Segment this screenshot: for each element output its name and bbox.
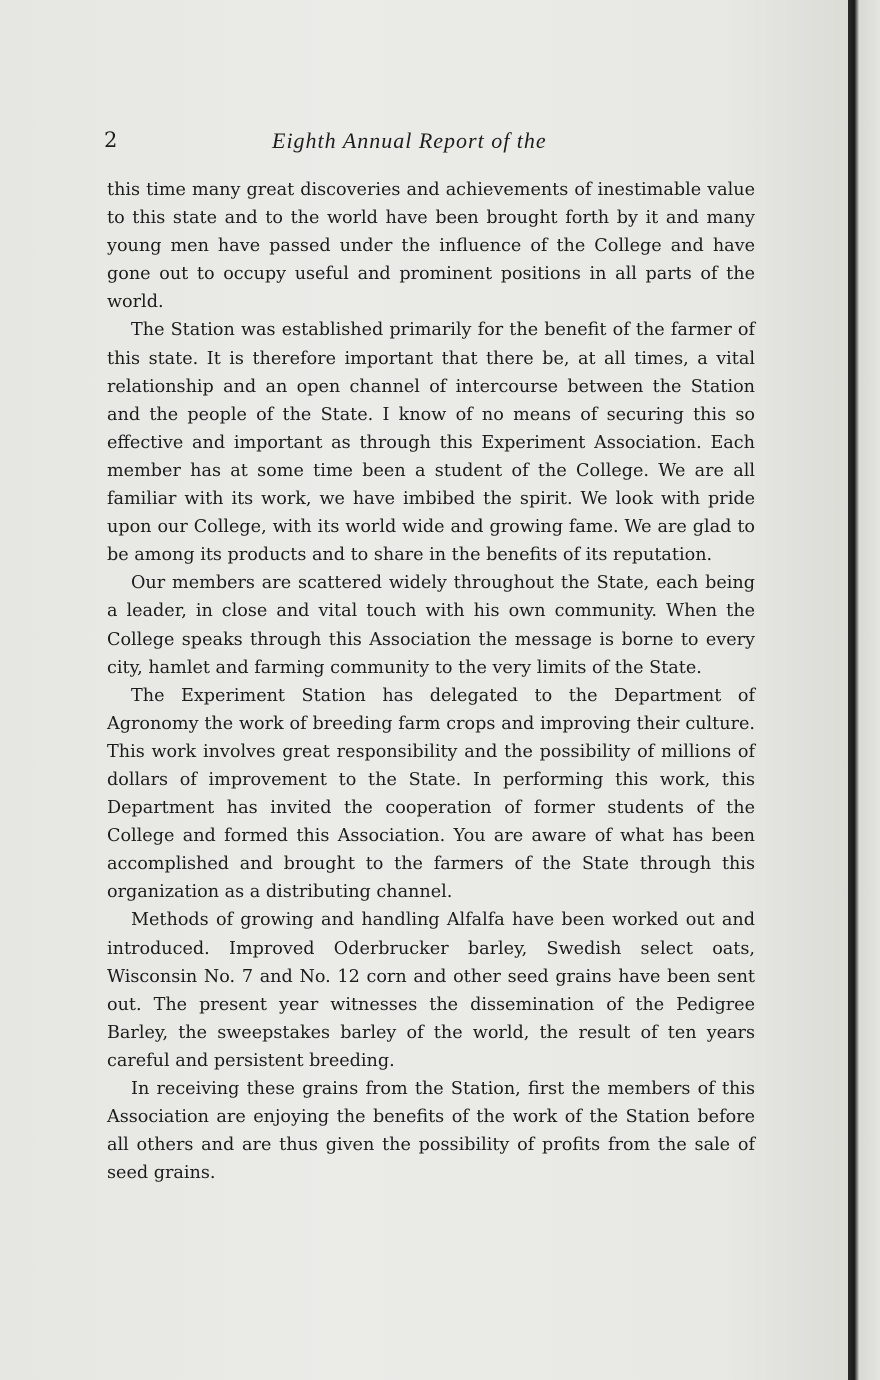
running-title: Eighth Annual Report of the: [272, 128, 547, 153]
paragraph-receiving-grains: In receiving these grains from the Station, first the members of this Association are enjoying the benefits of the work of the Station before all others and are thus given the possibility of profits from the sale of seed grains.: [107, 1079, 755, 1184]
paragraph-members: Our members are scattered widely throughout the State, each being a leader, in close and vital touch with his own community. When the College speaks through this Association the message is borne to every city, hamlet and farming community to the very limits of the State.: [107, 573, 755, 678]
paragraph-continuation: this time many great discoveries and achievements of inestimable value to this state and to the world have been brought forth by it and many young men have passed under the influence of the College and have gone out to occupy useful and prominent positions in all parts of the world.: [107, 180, 755, 313]
page-number: 2: [104, 128, 118, 152]
book-spine-edge: [848, 0, 880, 1380]
page-header: [104, 124, 754, 156]
body-text: [107, 176, 755, 1187]
paragraph-station-purpose: The Station was established primarily for the benefit of the farmer of this state. It is therefore important that there be, at all times, a vital relationship and an open channel of intercourse between the Station and the people of the State. I know of no means of securing this so effective and important as through this Experiment Association. Each member has at some time been a student of the College. We are all familiar with its work, we have imbibed the spirit. We look with pride upon our College, with its world wide and growing fame. We are glad to be among its products and to share in the benefits of its reputation.: [107, 320, 755, 566]
paragraph-methods: Methods of growing and handling Alfalfa have been worked out and introduced. Improved Oderbrucker barley, Swedish select oats, Wisconsin No. 7 and No. 12 corn and other seed grains have been sent out. The present year witnesses the dissemination of the Pedigree Barley, the sweepstakes barley of the world, the result of ten years careful and persistent breeding.: [107, 910, 755, 1071]
paragraph-agronomy: The Experiment Station has delegated to the Department of Agronomy the work of breeding farm crops and improving their culture. This work involves great responsibility and the possibility of millions of dollars of improvement to the State. In performing this work, this Department has invited the cooperation of former students of the College and formed this Association. You are aware of what has been accomplished and brought to the farmers of the State through this organization as a distributing channel.: [107, 685, 755, 903]
